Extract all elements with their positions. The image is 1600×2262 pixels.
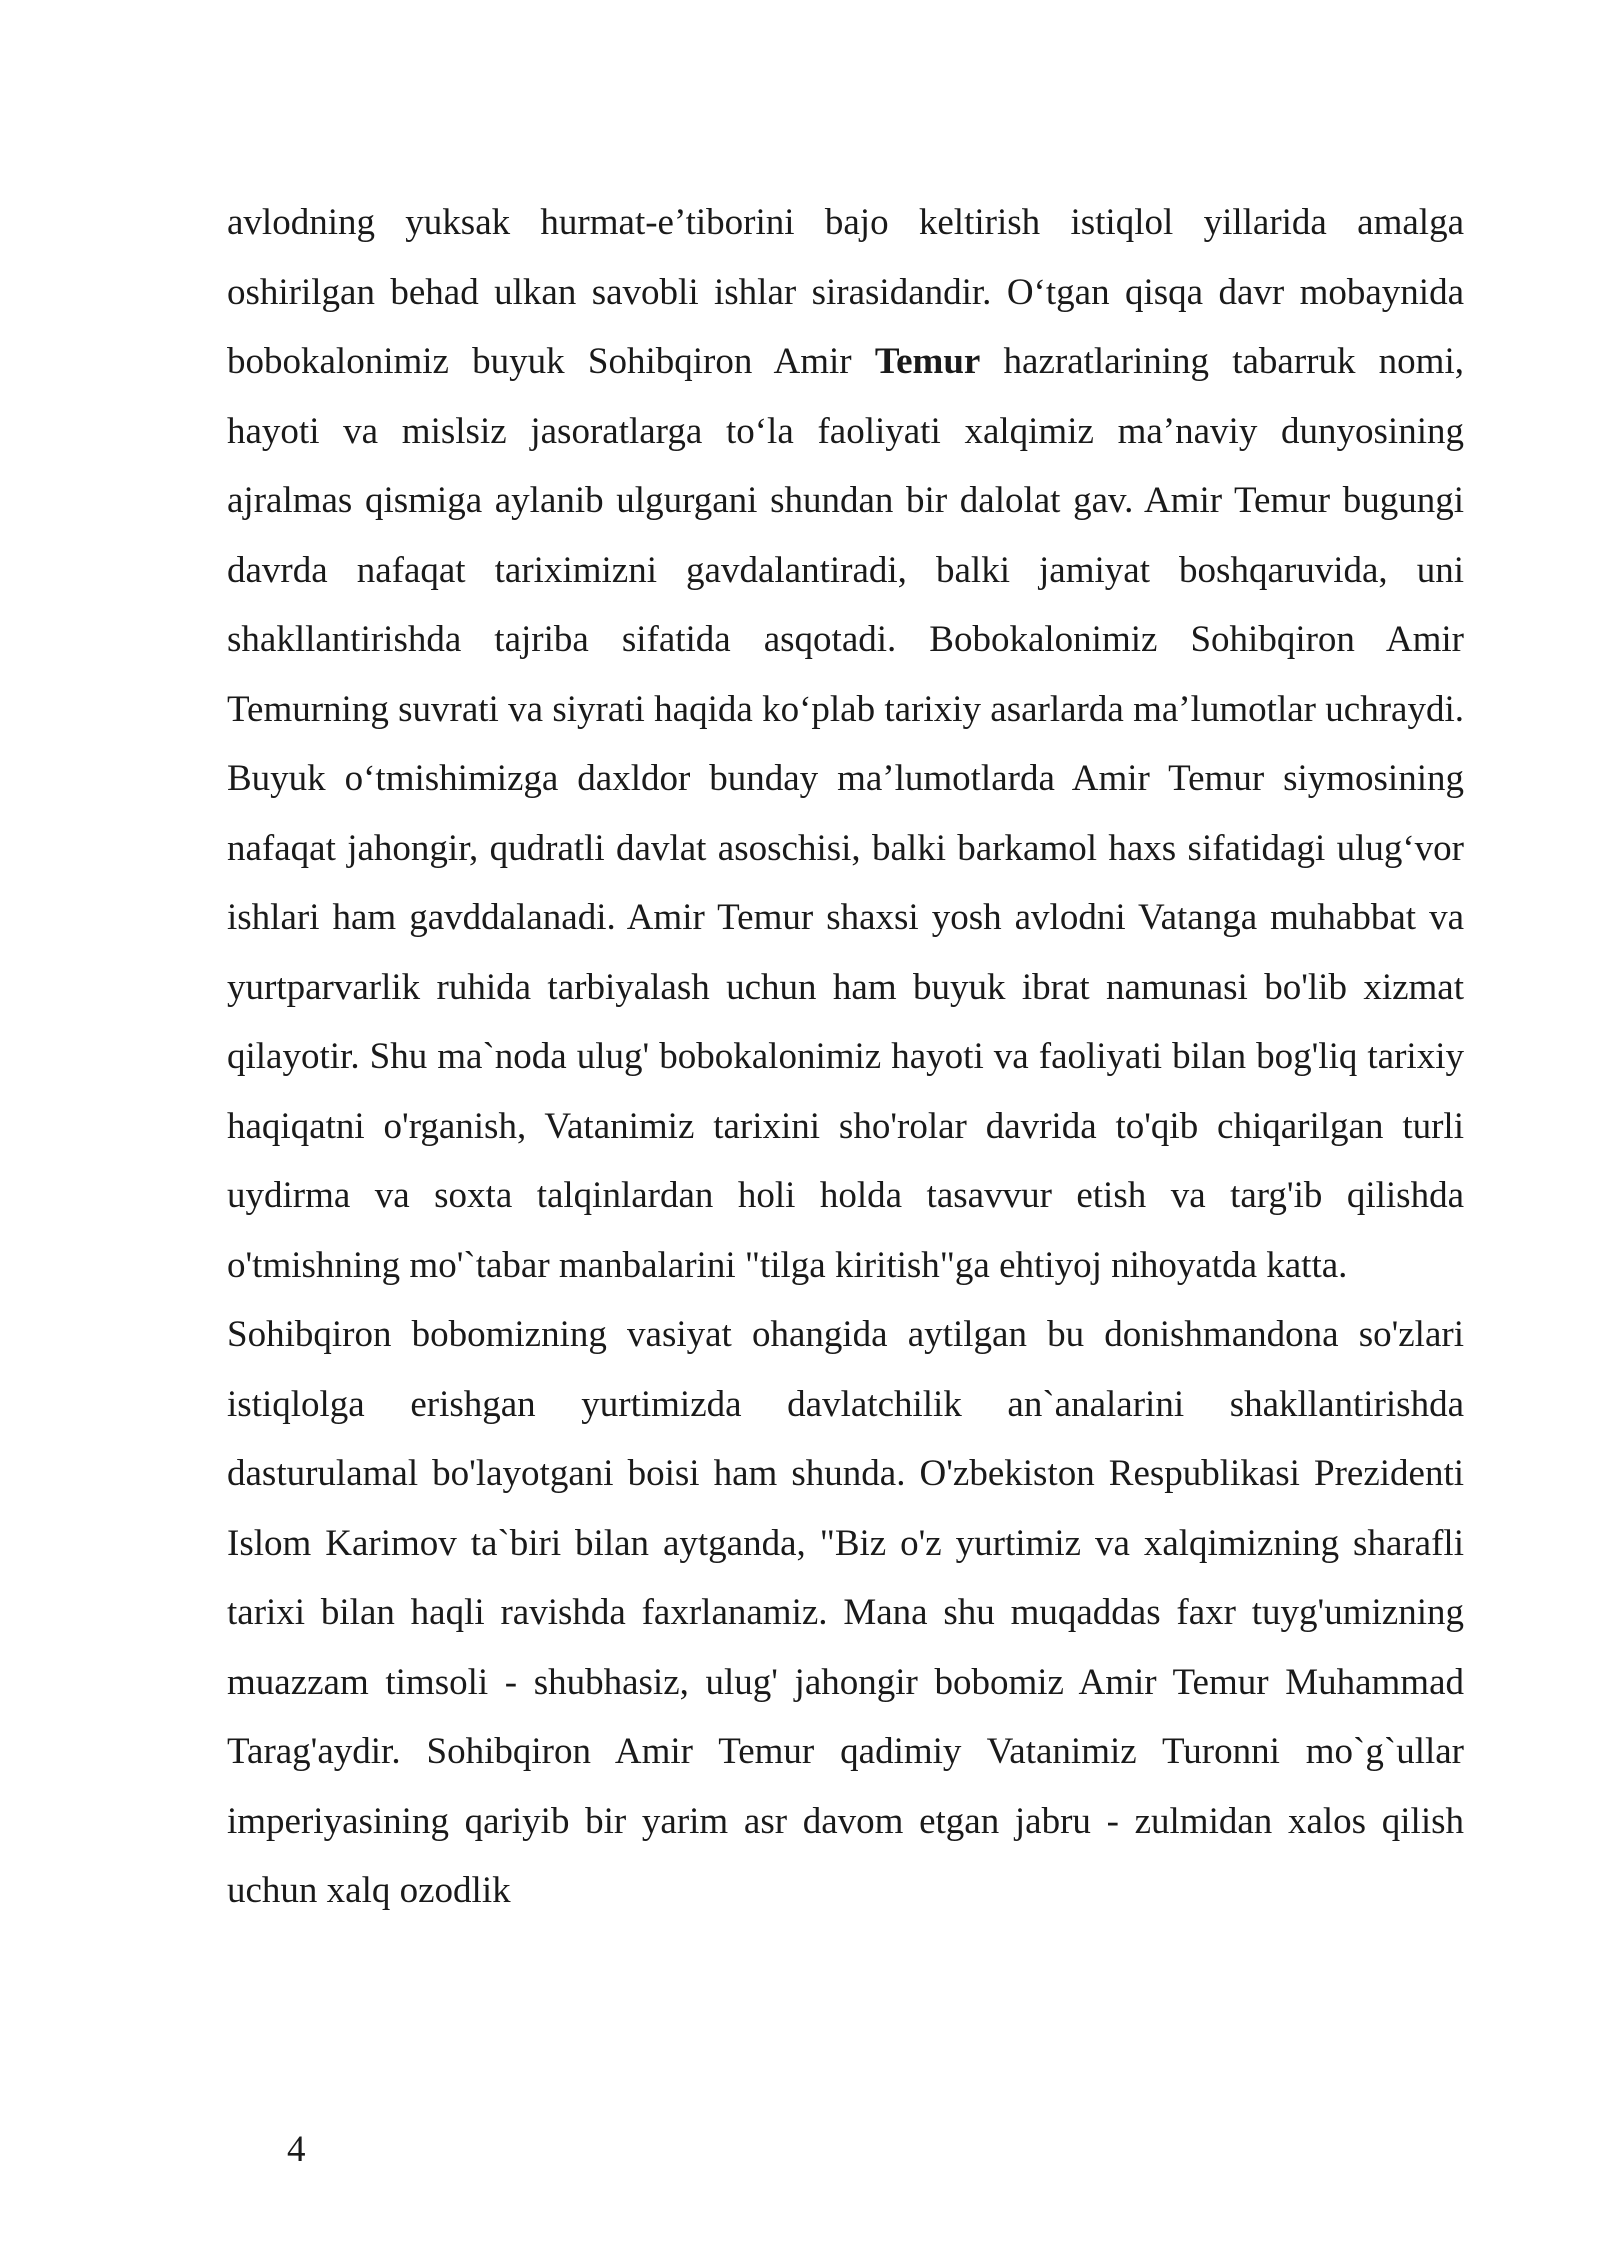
paragraph-2: Sohibqiron bobomizning vasiyat ohangida aytilgan bu donishmandona so'zlari istiqlolga erishgan yurtimizda davlatchilik an`analarini shakllantirishda dasturulamal bo'layotgani boisi ham shunda. O'zbekiston Respublikasi Prezidenti Islom Karimov ta`biri bilan aytganda, "Biz o'z yurtimiz va xalqimizning sharafli tarixi bilan haqli ravishda faxrlanamiz. Mana shu muqaddas faxr tuyg'umizning muazzam timsoli - shubhasiz, ulug' jahongir bobomiz Amir Temur Muhammad Tarag'aydir. Sohibqiron Amir Temur qadimiy Vatanimiz Turonni mo`g`ullar imperiyasining qariyib bir yarim asr davom etgan jabru - zulmidan xalos qilish uchun xalq ozodlik (227, 1314, 1464, 1911)
page-number: 4 (287, 2129, 306, 2170)
bold-word-temur: Temur (874, 341, 981, 382)
paragraph-1-part-1: avlodning yuksak hurmat-e’tiborini bajo keltirish istiqlol yillarida amalga oshirilgan behad ulkan savobli ishlar sirasidandir. O‘tgan qisqa davr mobaynida bobokalonimiz buyuk Sohibqiron Amir (227, 202, 1464, 382)
body-text (227, 188, 1464, 1926)
paragraph-1-part-2: hazratlarining tabarruk nomi, hayoti va mislsiz jasoratlarga to‘la faoliyati xalqimiz ma’naviy dunyosining ajralmas qismiga aylanib ulgurgani shundan bir dalolat gav. Amir Temur bugungi davrda nafaqat tariximizni gavdalantiradi, balki jamiyat boshqaruvida, uni shakllantirishda tajriba sifatida asqotadi. Bobokalonimiz Sohibqiron Amir Temurning suvrati va siyrati haqida ko‘plab tarixiy asarlarda ma’lumotlar uchraydi. Buyuk o‘tmishimizga daxldor bunday ma’lumotlarda Amir Temur siymosining nafaqat jahongir, qudratli davlat asoschisi, balki barkamol haxs sifatidagi ulug‘vor ishlari ham gavddalanadi. Amir Temur shaxsi yosh avlodni Vatanga muhabbat va yurtparvarlik ruhida tarbiyalash uchun ham buyuk ibrat namunasi bo'lib xizmat qilayotir. Shu ma`noda ulug' bobokalonimiz hayoti va faoliyati bilan bog'liq tarixiy haqiqatni o'rganish, Vatanimiz tarixini sho'rolar davrida to'qib chiqarilgan turli uydirma va soxta talqinlardan holi holda tasavvur etish va targ'ib qilishda o'tmishning mo'`tabar manbalarini "tilga kiritish"ga ehtiyoj nihoyatda katta. (227, 341, 1464, 1286)
paragraph-1 (227, 188, 1464, 1300)
